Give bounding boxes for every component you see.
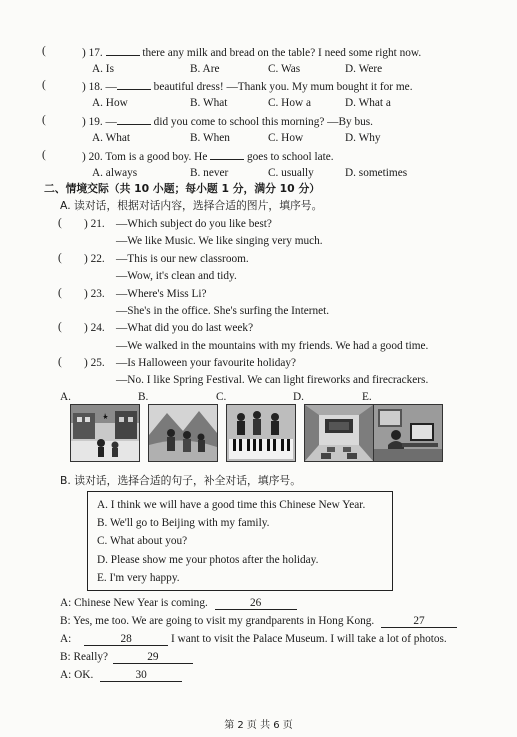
q17-option-c: C. Was — [268, 63, 301, 75]
dialogue-22-question: —This is our new classroom. — [116, 253, 249, 265]
answer-blank-26[interactable]: 26 — [215, 597, 297, 610]
dialogue-24-question: —What did you do last week? — [116, 322, 254, 334]
dialogue-23-question: —Where's Miss Li? — [116, 288, 207, 300]
answer-paren: ( — [58, 252, 62, 264]
q17-option-b: B. Are — [190, 63, 220, 75]
q19-option-a: A. What — [92, 132, 131, 144]
choice-b: B. We'll go to Beijing with my family. — [97, 517, 270, 529]
answer-blank-28[interactable]: 28 — [84, 633, 168, 646]
choice-e: E. I'm very happy. — [97, 572, 180, 584]
answer-paren: ( — [42, 79, 46, 91]
answer-paren: ( — [58, 217, 62, 229]
q20-option-a: A. always — [92, 167, 138, 179]
dialogue-23-num: ) 23. — [84, 288, 105, 300]
dialogue-24-num: ) 24. — [84, 322, 105, 334]
picture-label-d: D. — [293, 391, 304, 403]
dialogue-23-answer: —She's in the office. She's surfing the Internet. — [116, 305, 330, 317]
answer-blank-30[interactable]: 30 — [100, 669, 182, 682]
choices-box — [87, 491, 393, 591]
q18-option-c: C. How a — [268, 97, 311, 109]
q19-option-b: B. When — [190, 132, 230, 144]
q19-option-c: C. How — [268, 132, 304, 144]
answer-paren: ( — [58, 287, 62, 299]
answer-paren: ( — [58, 321, 62, 333]
dialogue-21-answer: —We like Music. We like singing very much. — [116, 235, 323, 247]
conversation-line-2: B: Yes, me too. We are going to visit my grandparents in Hong Kong. 27 — [60, 614, 457, 628]
picture-label-e: E. — [362, 391, 372, 403]
choice-a: A. I think we will have a good time this Chinese New Year. — [97, 499, 366, 511]
answer-paren: ( — [42, 149, 46, 161]
q17-option-a: A. Is — [92, 63, 114, 75]
dialogue-21-question: —Which subject do you like best? — [116, 218, 272, 230]
question-20: ) 20. Tom is a good boy. He goes to school late. — [82, 151, 334, 163]
question-17: ) 17. there any milk and bread on the table? I need some right now. — [82, 47, 422, 59]
dialogue-21-num: ) 21. — [84, 218, 105, 230]
q18-option-a: A. How — [92, 97, 128, 109]
answer-blank-27[interactable]: 27 — [381, 615, 457, 628]
choice-c: C. What about you? — [97, 535, 188, 547]
picture-e-office — [373, 404, 443, 462]
conversation-line-3: A: 28 I want to visit the Palace Museum. I will take a lot of photos. — [60, 633, 447, 645]
answer-paren: ( — [42, 114, 46, 126]
part-a-instruction: A. 读对话，根据对话内容，选择合适的图片，填序号。 — [60, 199, 323, 212]
conversation-line-4: B: Really? 29 — [60, 650, 193, 664]
page-footer: 第 2 页 共 6 页 — [224, 720, 293, 731]
q18-option-b: B. What — [190, 97, 228, 109]
picture-a-fireworks — [70, 404, 140, 462]
question-18: ) 18. — beautiful dress! —Thank you. My mum bought it for me. — [82, 81, 413, 93]
picture-b-hiking — [148, 404, 218, 462]
answer-blank-29[interactable]: 29 — [113, 651, 193, 664]
dialogue-25-question: —Is Halloween your favourite holiday? — [116, 357, 297, 369]
picture-label-a: A. — [60, 391, 71, 403]
picture-c-music — [226, 404, 296, 462]
answer-paren: ( — [42, 45, 46, 57]
answer-paren: ( — [58, 356, 62, 368]
conversation-line-1: A: Chinese New Year is coming. 26 — [60, 596, 297, 610]
dialogue-25-answer: —No. I like Spring Festival. We can light fireworks and firecrackers. — [116, 374, 429, 386]
part-b-instruction: B. 读对话，选择合适的句子，补全对话，填序号。 — [60, 474, 302, 487]
conversation-line-5: A: OK. 30 — [60, 668, 182, 682]
q20-option-c: C. usually — [268, 167, 314, 179]
section-heading: 二、情境交际（共 10 小题；每小题 1 分，满分 10 分） — [44, 182, 321, 195]
picture-label-b: B. — [138, 391, 149, 403]
choice-d: D. Please show me your photos after the holiday. — [97, 554, 319, 566]
q20-option-d: D. sometimes — [345, 167, 408, 179]
q20-option-b: B. never — [190, 167, 229, 179]
picture-d-classroom — [304, 404, 374, 462]
dialogue-24-answer: —We walked in the mountains with my friends. We had a good time. — [116, 340, 429, 352]
dialogue-22-answer: —Wow, it's clean and tidy. — [116, 270, 237, 282]
dialogue-22-num: ) 22. — [84, 253, 105, 265]
q17-option-d: D. Were — [345, 63, 383, 75]
picture-label-c: C. — [216, 391, 227, 403]
q18-option-d: D. What a — [345, 97, 391, 109]
q19-option-d: D. Why — [345, 132, 381, 144]
question-19: ) 19. — did you come to school this morning? —By bus. — [82, 116, 374, 128]
dialogue-25-num: ) 25. — [84, 357, 105, 369]
